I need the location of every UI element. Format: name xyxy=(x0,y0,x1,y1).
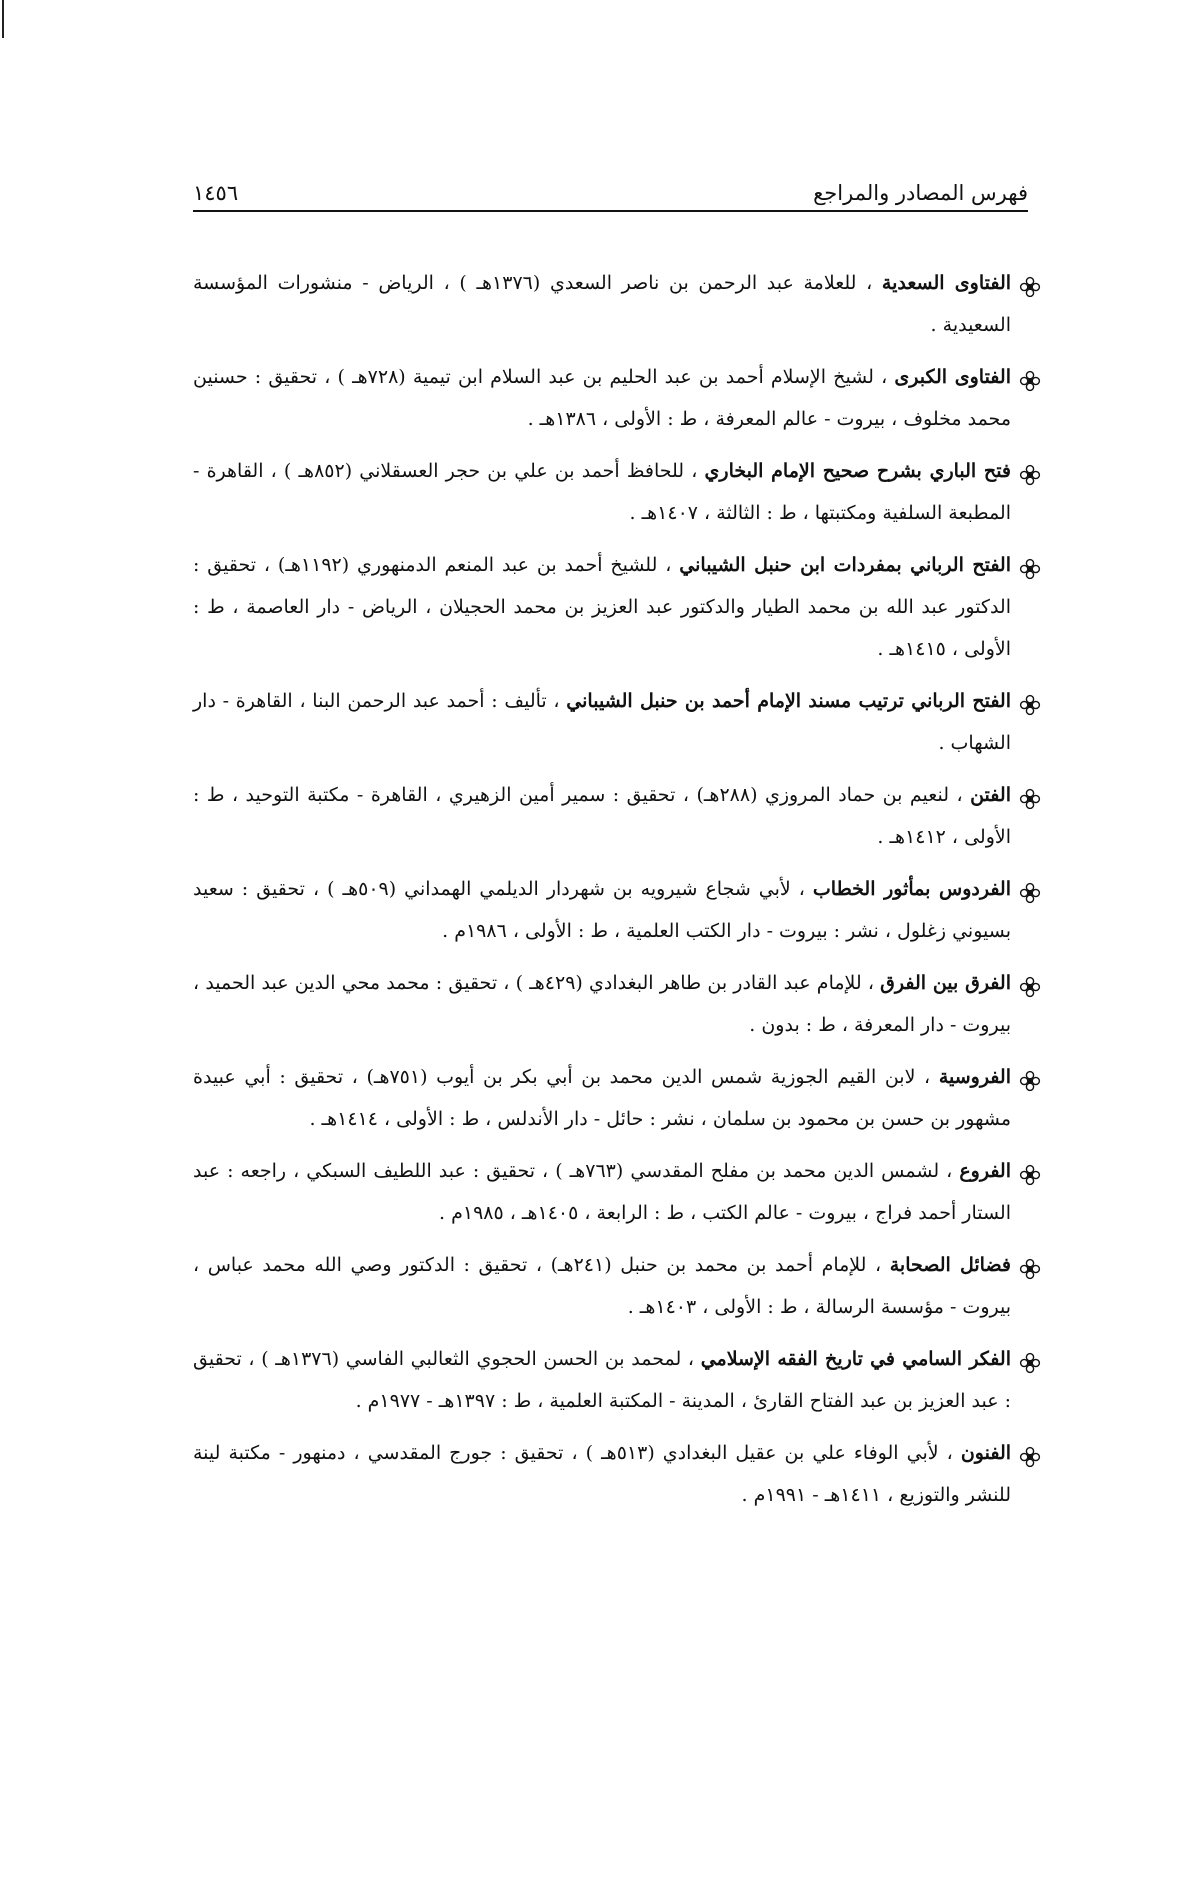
flower-ornament-icon xyxy=(1019,1159,1041,1181)
flower-ornament-icon xyxy=(1019,1253,1041,1275)
entry-title: الفنون xyxy=(960,1442,1012,1464)
page-number: ١٤٥٦ xyxy=(193,181,239,205)
entry-details: ، لشيخ الإسلام أحمد بن عبد الحليم بن عبد السلام ابن تيمية (٧٢٨هـ ) ، تحقيق : حسنين محمد مخلوف ، بيروت - عالم المعرفة ، ط : الأولى ، ١٣٨٦هـ . xyxy=(193,366,1011,430)
bibliography-entry xyxy=(193,868,1041,952)
bibliography-entry xyxy=(193,1150,1041,1234)
bibliography-entry xyxy=(193,450,1041,534)
entry-title: الفتح الرباني بمفردات ابن حنبل الشيباني xyxy=(679,554,1011,576)
flower-ornament-icon xyxy=(1019,553,1041,575)
entry-title: الفتن xyxy=(970,784,1011,806)
bibliography-entry xyxy=(193,680,1041,764)
entry-details: ، لنعيم بن حماد المروزي (٢٨٨هـ) ، تحقيق : سمير أمين الزهيري ، القاهرة - مكتبة التوحيد ، ط : الأولى ، ١٤١٢هـ . xyxy=(193,784,1011,848)
bibliography-entry xyxy=(193,544,1041,670)
entry-title: فتح الباري بشرح صحيح الإمام البخاري xyxy=(704,460,1012,482)
bibliography-list xyxy=(193,262,1041,1526)
entry-title: الفروسية xyxy=(938,1066,1011,1088)
entry-title: فضائل الصحابة xyxy=(889,1254,1012,1276)
flower-ornament-icon xyxy=(1019,459,1041,481)
entry-details: ، للشيخ أحمد بن عبد المنعم الدمنهوري (١١٩٢هـ) ، تحقيق : الدكتور عبد الله بن محمد الطيار والدكتور عبد العزيز بن محمد الحجيلان ، الرياض - دار العاصمة ، ط : الأولى ، ١٤١٥هـ . xyxy=(193,554,1011,660)
entry-details: ، لشمس الدين محمد بن مفلح المقدسي (٧٦٣هـ ) ، تحقيق : عبد اللطيف السبكي ، راجعه : عبد الستار أحمد فراج ، بيروت - عالم الكتب ، ط : الرابعة ، ١٤٠٥هـ ، ١٩٨٥م . xyxy=(193,1160,1011,1224)
flower-ornament-icon xyxy=(1019,877,1041,899)
flower-ornament-icon xyxy=(1019,1065,1041,1087)
flower-ornament-icon xyxy=(1019,365,1041,387)
page-header xyxy=(193,170,1028,212)
flower-ornament-icon xyxy=(1019,271,1041,293)
bibliography-entry xyxy=(193,262,1041,346)
running-header-title: فهرس المصادر والمراجع xyxy=(813,181,1028,205)
scan-edge-line xyxy=(2,0,4,38)
bibliography-entry xyxy=(193,1056,1041,1140)
entry-details: ، للإمام عبد القادر بن طاهر البغدادي (٤٢٩هـ ) ، تحقيق : محمد محي الدين عبد الحميد ، بيروت - دار المعرفة ، ط : بدون . xyxy=(193,972,1011,1036)
bibliography-entry xyxy=(193,356,1041,440)
flower-ornament-icon xyxy=(1019,783,1041,805)
bibliography-entry xyxy=(193,962,1041,1046)
entry-details: ، لأبي شجاع شيرويه بن شهردار الديلمي الهمداني (٥٠٩هـ ) ، تحقيق : سعيد بسيوني زغلول ، نشر : بيروت - دار الكتب العلمية ، ط : الأولى ، ١٩٨٦م . xyxy=(193,878,1011,942)
entry-title: الفروع xyxy=(959,1160,1012,1182)
entry-title: الفتاوى السعدية xyxy=(881,272,1012,294)
entry-details: ، لابن القيم الجوزية شمس الدين محمد بن أبي بكر بن أيوب (٧٥١هـ) ، تحقيق : أبي عبيدة مشهور بن حسن بن محمود بن سلمان ، نشر : حائل - دار الأندلس ، ط : الأولى ، ١٤١٤هـ . xyxy=(193,1066,1011,1130)
entry-details: ، للحافظ أحمد بن علي بن حجر العسقلاني (٨٥٢هـ ) ، القاهرة - المطبعة السلفية ومكتبتها ، ط : الثالثة ، ١٤٠٧هـ . xyxy=(193,460,1011,524)
entry-title: الفتح الرباني ترتيب مسند الإمام أحمد بن حنبل الشيباني xyxy=(566,690,1011,712)
flower-ornament-icon xyxy=(1019,1441,1041,1463)
entry-title: الفتاوى الكبرى xyxy=(894,366,1011,388)
bibliography-entry xyxy=(193,774,1041,858)
entry-title: الفكر السامي في تاريخ الفقه الإسلامي xyxy=(700,1348,1011,1370)
flower-ornament-icon xyxy=(1019,1347,1041,1369)
entry-details: ، لمحمد بن الحسن الحجوي الثعالبي الفاسي (١٣٧٦هـ ) ، تحقيق : عبد العزيز بن عبد الفتاح القارئ ، المدينة - المكتبة العلمية ، ط : ١٣٩٧هـ - ١٩٧٧م . xyxy=(193,1348,1011,1412)
bibliography-entry xyxy=(193,1244,1041,1328)
entry-title: الفردوس بمأثور الخطاب xyxy=(812,878,1012,900)
flower-ornament-icon xyxy=(1019,971,1041,993)
bibliography-entry xyxy=(193,1432,1041,1516)
entry-title: الفرق بين الفرق xyxy=(880,972,1011,994)
bibliography-entry xyxy=(193,1338,1041,1422)
entry-details: ، للإمام أحمد بن محمد بن حنبل (٢٤١هـ) ، تحقيق : الدكتور وصي الله محمد عباس ، بيروت - مؤسسة الرسالة ، ط : الأولى ، ١٤٠٣هـ . xyxy=(193,1254,1011,1318)
entry-details: ، تأليف : أحمد عبد الرحمن البنا ، القاهرة - دار الشهاب . xyxy=(193,690,1011,754)
entry-details: ، للعلامة عبد الرحمن بن ناصر السعدي (١٣٧٦هـ ) ، الرياض - منشورات المؤسسة السعيدية . xyxy=(193,272,1011,336)
entry-details: ، لأبي الوفاء علي بن عقيل البغدادي (٥١٣هـ ) ، تحقيق : جورج المقدسي ، دمنهور - مكتبة لينة للنشر والتوزيع ، ١٤١١هـ - ١٩٩١م . xyxy=(193,1442,1011,1506)
flower-ornament-icon xyxy=(1019,689,1041,711)
